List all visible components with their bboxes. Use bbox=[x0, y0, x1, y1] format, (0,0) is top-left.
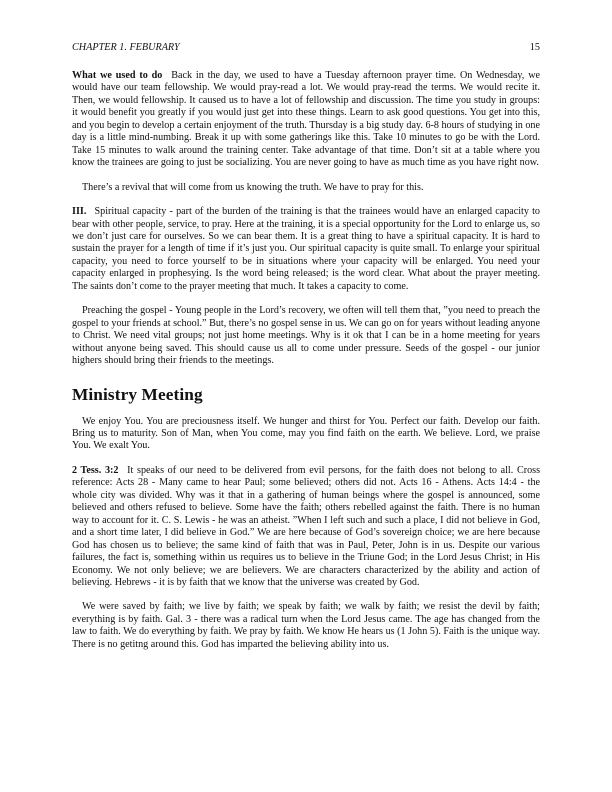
paragraph-text: It speaks of our need to be delivered from evil persons, for the faith does not belong to all. Cross reference: Acts 28 - Many came to hear Paul; some believed; others did not. Acts 16 - Athens. Acts 14:4 - the whole city was divided. Why was it that in a gathering of human beings where the gospel is announced, some believed and others refused to believe. Some have the faith; others rebelled against the faith. There is no human way to account for it. C. S. Lewis - he was an atheist. ”When I left such and such a place, I did not believe in God, and a short time later, I did believe in God.” We are here because of God’s sovereign choice; we are here because God has chosen us to believe; the same kind of faith that was in Paul, Peter, John is in us. Despite our various failures, the fact is, something within us requires us to believe in the Triune God; in the Lord Jesus Christ; in His Economy. We not only believe; we are believers. We are characters characterized by the ability and action of believing. Hebrews - it is by faith that we know that the universe was created by God. bbox=[72, 464, 541, 588]
paragraph-2-tess bbox=[72, 465, 540, 590]
chapter-title: CHAPTER 1. FEBURARY bbox=[72, 42, 180, 53]
paragraph-saved-by-faith: We were saved by faith; we live by faith; we speak by faith; we walk by faith; we resist the devil by faith; everything is by faith. Gal. 3 - there was a radical turn when the Lord Jesus came. The age has changed from the law to faith. We do everything by faith. We pray by faith. We know He hears us (1 John 5). Faith is the unique way. There is no getitng around this. God has imparted the believing ability into us. bbox=[72, 601, 540, 650]
paragraph-what-we-used-to-do bbox=[72, 70, 540, 170]
paragraph-text: Back in the day, we used to have a Tuesday afternoon prayer time. On Wednesday, we would have our team fellowship. We would pray-read a lot. We would pray-read the terms. We would recite it. Then, we would fellowship. It caused us to have a lot of fellowship and discussion. The time you study in groups: it would benefit you greatly if you would just get into these things. Learn to ask good questions. You get into this, and you begin to develop a certain enjoyment of the truth. Thursday is a big study day. 6-8 hours of studying in one day is a little mind-numbing. Break it up with some gatherings like this. Take 10 minutes to go be with the Lord. Take 15 minutes to walk around the training center. Take advantage of that time. Don’t sit at a table where you know the trainees are going to just be socializing. You are never going to have as much time as you have right now. bbox=[72, 70, 541, 169]
paragraph-text: Spiritual capacity - part of the burden of the training is that the trainees would have an enlarged capacity to bear with other people, service, to pray. Here at the training, it is a special opportunity for the Lord to enlarge us, so we don’t just care for ourselves. So we can bear them. It is a great thing to have a spiritual capacity. It is hard to sustain the prayer for a length of time if it’s just you. Our spiritual capacity is quite small. To enlarge your spiritual capacity, you need to force yourself to be in situations where your capacity will be enlarged. You need your capacity enlarged in prophesying. Is the word being released; is the word clear. What about the prayer meeting. The saints don’t come to the prayer meeting that much. It takes a capacity to come. bbox=[72, 206, 540, 292]
paragraph-revival: There’s a revival that will come from us knowing the truth. We have to pray for this. bbox=[82, 181, 424, 193]
paragraph-spiritual-capacity bbox=[72, 206, 540, 293]
section-heading-ministry-meeting: Ministry Meeting bbox=[72, 384, 203, 404]
page-number: 15 bbox=[529, 42, 540, 53]
paragraph-preaching-gospel: Preaching the gospel - Young people in the Lord’s recovery, we often will tell them that, ”you need to preach the gospel to your friends at school.” But, there’s no gospel sense in us. We can go on for years without leading anyone to Christ. We need vital groups; not just home meetings. Why is it ok that I can be in a home meeting for years without anyone being saved. This should cause us all to come under pressure. Seeds of the gospel - our junior highers should bring their friends to the meetings. bbox=[72, 305, 540, 367]
run-in-heading: What we used to do bbox=[72, 70, 163, 81]
running-header bbox=[72, 42, 540, 56]
run-in-heading: III. bbox=[72, 206, 87, 218]
document-body bbox=[72, 70, 540, 651]
paragraph-we-enjoy-you: We enjoy You. You are preciousness itself. We hunger and thirst for You. Perfect our faith. Develop our faith. Bring us to maturity. Son of Man, when You come, may you find faith on the earth. We believe. Lord, we praise You. We exalt You. bbox=[72, 415, 540, 452]
run-in-heading: 2 Tess. 3:2 bbox=[72, 464, 119, 476]
